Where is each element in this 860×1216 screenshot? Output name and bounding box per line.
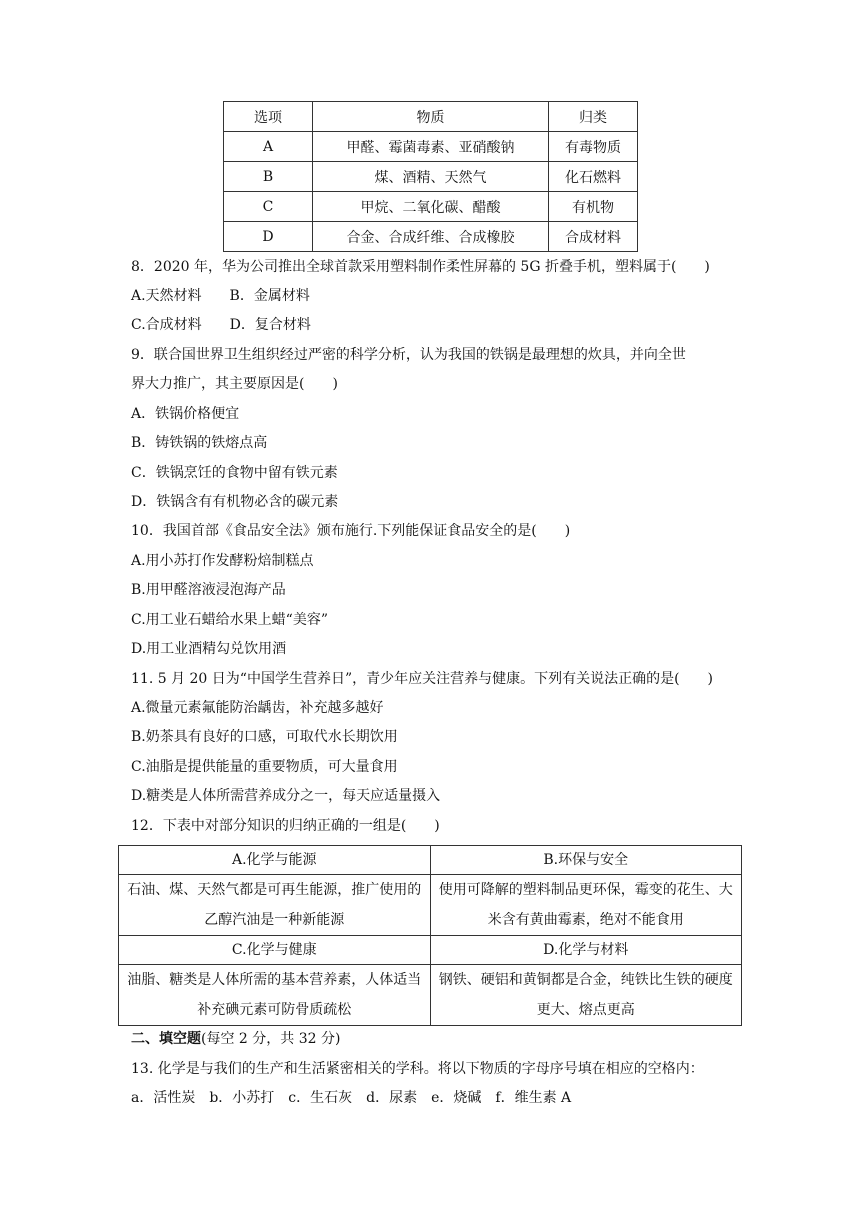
cell-title-a: A.化学与能源: [119, 846, 431, 875]
cell-body-b: 使用可降解的塑料制品更环保，霉变的花生、大米含有黄曲霉素，绝对不能食用: [430, 875, 742, 936]
question-13-options: a．活性炭 b．小苏打 c．生石灰 d．尿素 e．烧碱 f．维生素 A: [131, 1090, 572, 1106]
table-cell: A: [224, 132, 313, 162]
section-2-title: 二、填空题: [131, 1031, 201, 1047]
table-row: [224, 162, 638, 192]
question-11-option-c: C.油脂是提供能量的重要物质，可大量食用: [131, 759, 398, 775]
header-cell: 选项: [224, 102, 313, 132]
header-cell: 归类: [549, 102, 638, 132]
question-8-stem: 8．2020 年，华为公司推出全球首款采用塑料制作柔性屏幕的 5G 折叠手机，塑料属于( ): [131, 259, 710, 275]
table-cell: C: [224, 192, 313, 222]
table-cell: 有机物: [549, 192, 638, 222]
cell-body-d: 钢铁、硬铝和黄铜都是合金，纯铁比生铁的硬度更大、熔点更高: [430, 965, 742, 1026]
table-cell: D: [224, 222, 313, 252]
cell-body-c: 油脂、糖类是人体所需的基本营养素，人体适当补充碘元素可防骨质疏松: [119, 965, 431, 1026]
question-9-stem-cont: 界大力推广，其主要原因是( ): [131, 376, 338, 392]
question-10-option-a: A.用小苏打作发酵粉焙制糕点: [131, 553, 314, 569]
table-cell: 合金、合成纤维、合成橡胶: [313, 222, 549, 252]
table-cell: 化石燃料: [549, 162, 638, 192]
table-cell: 甲醛、霉菌毒素、亚硝酸钠: [313, 132, 549, 162]
knowledge-summary-table: [118, 845, 742, 1026]
question-10-option-c: C.用工业石蜡给水果上蜡“美容”: [131, 612, 328, 628]
question-11-option-b: B.奶茶具有良好的口感，可取代水长期饮用: [131, 729, 398, 745]
table-row: [119, 846, 742, 875]
question-12-stem: 12．下表中对部分知识的归纳正确的一组是( ): [131, 818, 440, 834]
table-cell: 合成材料: [549, 222, 638, 252]
question-13-stem: 13. 化学是与我们的生产和生活紧密相关的学科。将以下物质的字母序号填在相应的空格内：: [131, 1061, 704, 1077]
cell-title-b: B.环保与安全: [430, 846, 742, 875]
question-10-option-b: B.用甲醛溶液浸泡海产品: [131, 582, 286, 598]
table-row: [224, 222, 638, 252]
table-cell: 煤、酒精、天然气: [313, 162, 549, 192]
table-row: [119, 936, 742, 965]
question-11-stem: 11. 5 月 20 日为“中国学生营养日”，青少年应关注营养与健康。下列有关说法正确的是( ): [131, 671, 714, 687]
question-9-option-a: A．铁锅价格便宜: [131, 406, 240, 422]
table-header-row: [224, 102, 638, 132]
header-cell: 物质: [313, 102, 549, 132]
table-row: [224, 192, 638, 222]
question-11-option-d: D.糖类是人体所需营养成分之一，每天应适量摄入: [131, 788, 441, 804]
cell-body-a: 石油、煤、天然气都是可再生能源，推广使用的乙醇汽油是一种新能源: [119, 875, 431, 936]
question-8-options-ab: A.天然材料 B．金属材料: [131, 288, 310, 304]
table-row: [119, 875, 742, 936]
table-cell: B: [224, 162, 313, 192]
table-row: [119, 965, 742, 1026]
table-row: [224, 132, 638, 162]
classification-table: [223, 101, 638, 252]
cell-title-c: C.化学与健康: [119, 936, 431, 965]
section-2-heading: [131, 1029, 340, 1049]
question-10-option-d: D.用工业酒精勾兑饮用酒: [131, 641, 287, 657]
question-11-option-a: A.微量元素氟能防治龋齿，补充越多越好: [131, 700, 384, 716]
question-9-option-d: D．铁锅含有有机物必含的碳元素: [131, 494, 339, 510]
question-8-options-cd: C.合成材料 D．复合材料: [131, 317, 311, 333]
question-9-option-c: C．铁锅烹饪的食物中留有铁元素: [131, 465, 338, 481]
table-cell: 有毒物质: [549, 132, 638, 162]
cell-title-d: D.化学与材料: [430, 936, 742, 965]
question-10-stem: 10．我国首部《食品安全法》颁布施行.下列能保证食品安全的是( ): [131, 523, 571, 539]
table-cell: 甲烷、二氧化碳、醋酸: [313, 192, 549, 222]
section-2-note: (每空 2 分，共 32 分): [201, 1031, 341, 1047]
question-9-option-b: B．铸铁锅的铁熔点高: [131, 435, 268, 451]
question-9-stem: 9．联合国世界卫生组织经过严密的科学分析，认为我国的铁锅是最理想的炊具，并向全世: [131, 347, 686, 363]
